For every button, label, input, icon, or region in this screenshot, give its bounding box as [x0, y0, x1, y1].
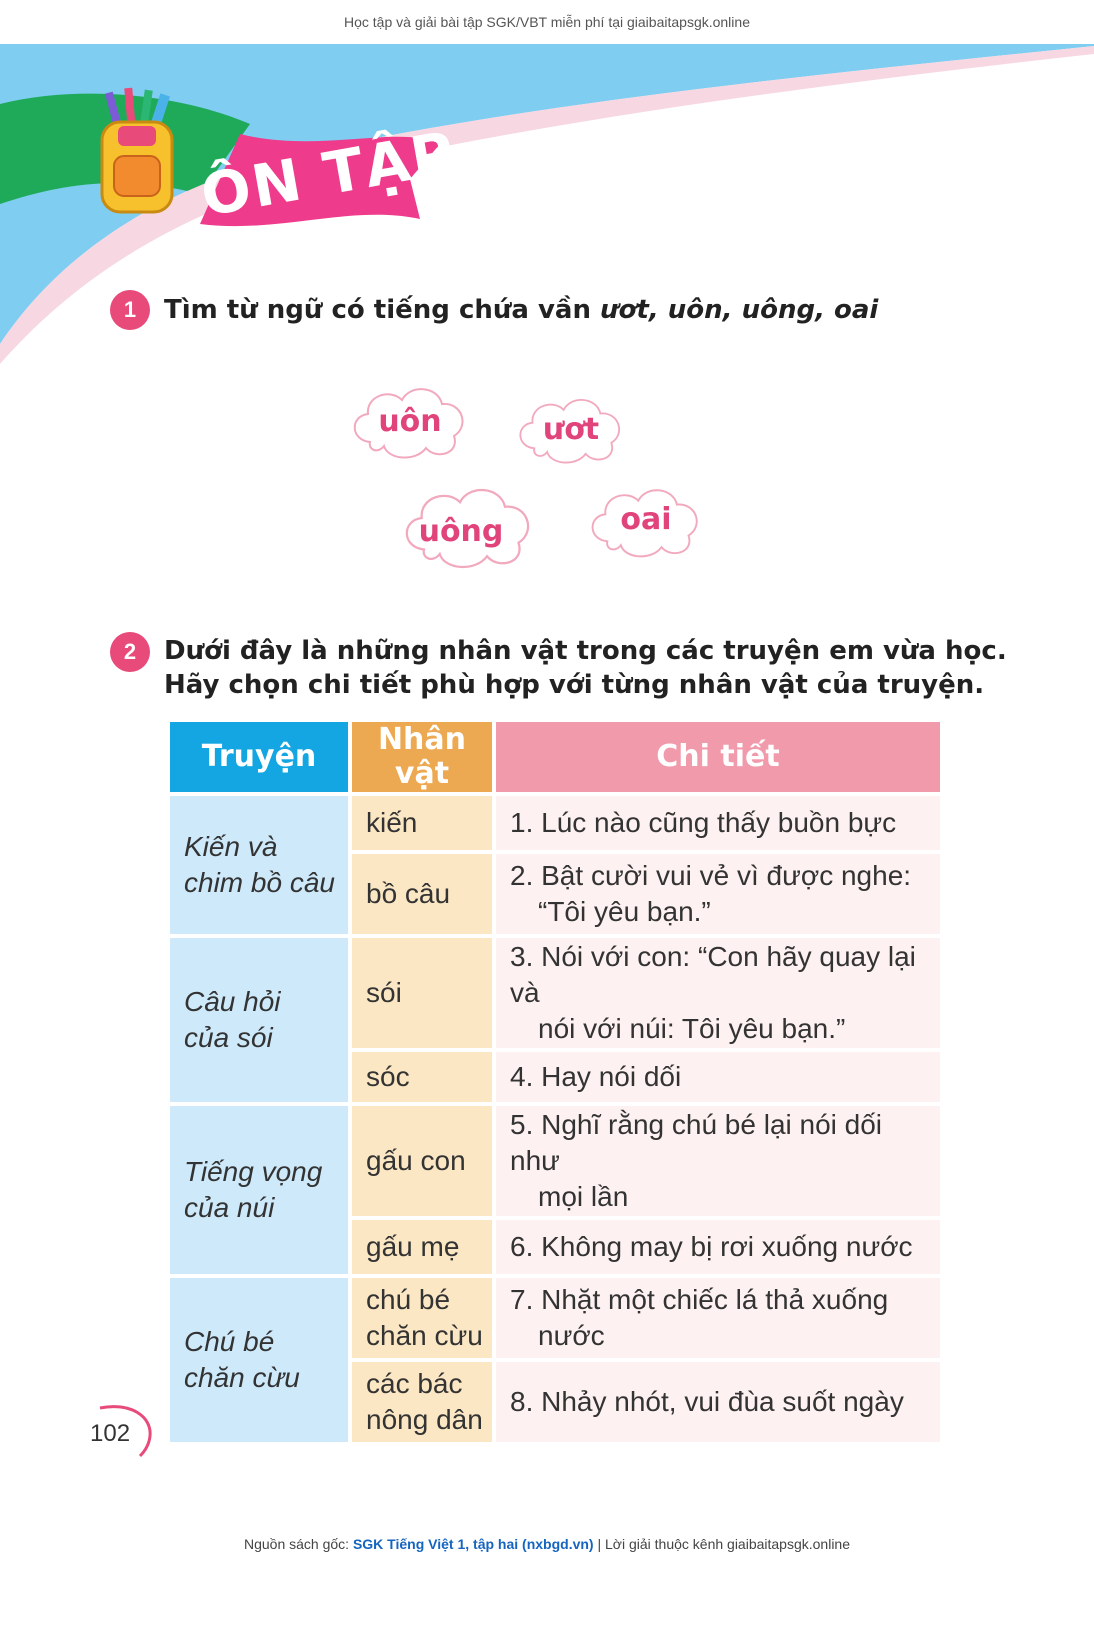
story-cell — [170, 1278, 348, 1442]
header-truyen: Truyện — [170, 722, 348, 792]
banner-title: ÔN TẬP — [196, 118, 461, 230]
exercise-1-rhymes: ươt, uôn, uông, oai — [600, 295, 879, 325]
exercise-1-number: 1 — [110, 290, 150, 330]
character-cell — [352, 854, 492, 934]
detail-cell — [496, 854, 940, 934]
character-name-continued: chăn cừu — [366, 1320, 483, 1351]
character-cell — [352, 1106, 492, 1216]
backpack-icon — [88, 86, 198, 226]
exercise-2-number: 2 — [110, 632, 150, 672]
character-name: các bác — [366, 1368, 463, 1399]
cloud-uon: uôn — [378, 404, 442, 439]
table-row — [170, 796, 940, 850]
exercise-1-instruction — [164, 293, 878, 327]
story-title-line-1: Tiếng vọng — [184, 1156, 323, 1187]
detail-cell — [496, 1278, 940, 1358]
story-title-line-1: Kiến và — [184, 831, 278, 862]
story-title-line-2: của sói — [184, 1022, 273, 1053]
exercise-2-line-1: Dưới đây là những nhân vật trong các truyện em vừa học. — [164, 636, 1007, 666]
story-cell — [170, 1106, 348, 1274]
detail-cell — [496, 938, 940, 1048]
detail-text: 8. Nhảy nhót, vui đùa suốt ngày — [510, 1386, 904, 1417]
header-note: Học tập và giải bài tập SGK/VBT miễn phí tại giaibaitapsgk.online — [344, 14, 750, 30]
detail-cell — [496, 796, 940, 850]
character-name-continued: nông dân — [366, 1404, 483, 1435]
cloud-uong: uông — [418, 514, 504, 549]
detail-text-continued: nước — [538, 1320, 605, 1351]
cloud-uot: ươt — [542, 412, 600, 447]
detail-text: 4. Hay nói dối — [510, 1061, 682, 1092]
story-cell — [170, 796, 348, 934]
character-cell — [352, 796, 492, 850]
story-title-line-2: chăn cừu — [184, 1362, 300, 1393]
detail-text: 1. Lúc nào cũng thấy buồn bực — [510, 807, 897, 838]
detail-text: 7. Nhặt một chiếc lá thả xuống — [510, 1284, 889, 1315]
footer-source-link[interactable]: SGK Tiếng Việt 1, tập hai (nxbgd.vn) — [352, 1536, 594, 1552]
exercise-2-line-2: Hãy chọn chi tiết phù hợp với từng nhân vật của truyện. — [164, 670, 985, 700]
cloud-oai: oai — [620, 502, 672, 537]
character-name: bồ câu — [366, 878, 451, 909]
header-nhan-vat-line-1: Nhân — [377, 722, 467, 757]
character-cell — [352, 1220, 492, 1274]
detail-text-continued: nói với núi: Tôi yêu bạn.” — [538, 1013, 846, 1044]
story-cell — [170, 938, 348, 1102]
story-title-line-2: chim bồ câu — [184, 867, 335, 898]
detail-cell — [496, 1106, 940, 1216]
detail-text: 6. Không may bị rơi xuống nước — [510, 1231, 913, 1262]
detail-text-continued: mọi lần — [538, 1181, 629, 1212]
table-header-row — [170, 722, 940, 792]
page-number: 102 — [90, 1420, 131, 1447]
character-cell — [352, 938, 492, 1048]
character-name: gấu mẹ — [366, 1231, 460, 1262]
detail-cell — [496, 1362, 940, 1442]
detail-cell — [496, 1052, 940, 1102]
character-name: chú bé — [366, 1284, 451, 1315]
footer — [0, 1536, 1094, 1552]
table-row — [170, 938, 940, 1048]
story-title-line-1: Câu hỏi — [184, 986, 281, 1017]
footer-suffix: | Lời giải thuộc kênh giaibaitapsgk.online — [593, 1536, 851, 1552]
character-cell — [352, 1362, 492, 1442]
character-name: kiến — [366, 807, 418, 838]
character-cell — [352, 1278, 492, 1358]
detail-text: 5. Nghĩ rằng chú bé lại nói dối như — [510, 1109, 883, 1176]
detail-text: 3. Nói với con: “Con hãy quay lại và — [510, 941, 916, 1008]
story-table — [166, 718, 944, 1446]
header-nhan-vat — [352, 722, 492, 792]
story-title-line-2: của núi — [184, 1192, 275, 1223]
footer-prefix: Nguồn sách gốc: — [243, 1536, 353, 1552]
header-nhan-vat-line-2: vật — [394, 756, 450, 791]
detail-cell — [496, 1220, 940, 1274]
character-name: gấu con — [366, 1145, 466, 1176]
table-row — [170, 1278, 940, 1358]
detail-text-continued: “Tôi yêu bạn.” — [538, 896, 711, 927]
story-title-line-1: Chú bé — [184, 1326, 275, 1357]
table-row — [170, 1106, 940, 1216]
header-chi-tiet: Chi tiết — [496, 722, 940, 792]
character-name: sóc — [366, 1061, 410, 1092]
character-cell — [352, 1052, 492, 1102]
character-name: sói — [366, 977, 402, 1008]
exercise-1-text: Tìm từ ngữ có tiếng chứa vần — [164, 295, 601, 325]
detail-text: 2. Bật cười vui vẻ vì được nghe: — [510, 860, 912, 891]
